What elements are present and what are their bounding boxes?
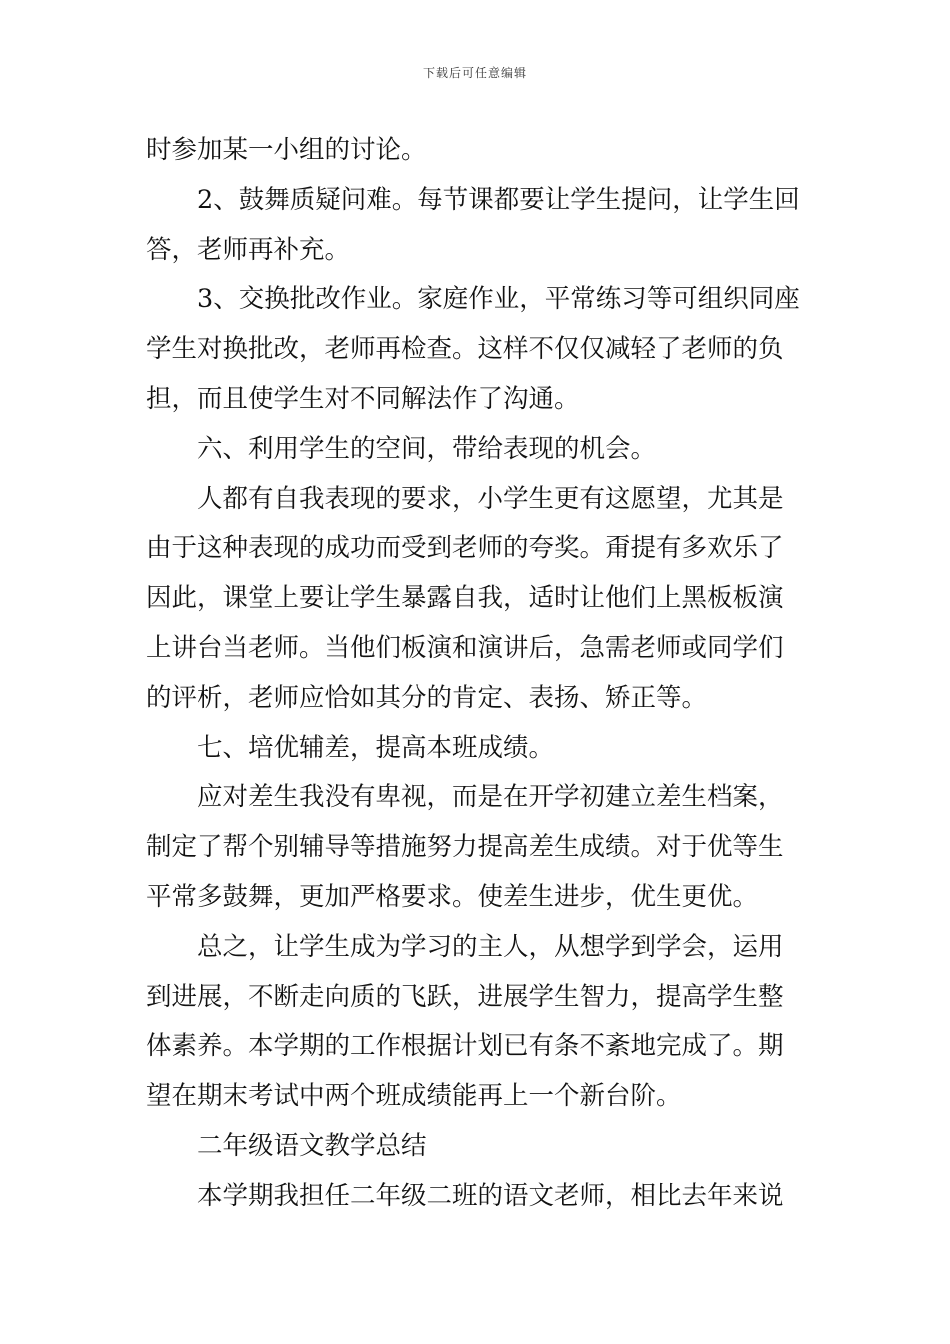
text-line: 由于这种表现的成功而受到老师的夸奖。甭提有多欢乐了: [146, 533, 784, 564]
page-header: 下载后可任意编辑: [422, 66, 527, 80]
text-line: 本学期我担任二年级二班的语文老师，相比去年来说: [197, 1180, 784, 1211]
text-line: 总之，让学生成为学习的主人，从想学到学会，运用: [197, 931, 784, 962]
text-line: 人都有自我表现的要求，小学生更有这愿望，尤其是: [197, 483, 784, 514]
text-line: 体素养。本学期的工作根据计划已有条不紊地完成了。期: [146, 1031, 784, 1062]
text-line: 2、鼓舞质疑问难。每节课都要让学生提问，让学生回: [197, 184, 800, 215]
text-line: 上讲台当老师。当他们板演和演讲后，急需老师或同学们: [146, 632, 784, 663]
section-heading: 六、利用学生的空间，带给表现的机会。: [197, 433, 657, 464]
text-line: 望在期末考试中两个班成绩能再上一个新台阶。: [146, 1081, 682, 1112]
section-heading: 七、培优辅差，提高本班成绩。: [197, 732, 555, 763]
text-line: 学生对换批改，老师再检查。这样不仅仅减轻了老师的负: [146, 334, 784, 365]
document-title: 二年级语文教学总结: [197, 1130, 427, 1161]
text-line: 制定了帮个别辅导等措施努力提高差生成绩。对于优等生: [146, 832, 784, 863]
text-line: 平常多鼓舞，更加严格要求。使差生进步，优生更优。: [146, 881, 759, 912]
text-line: 应对差生我没有卑视，而是在开学初建立差生档案，: [197, 782, 784, 813]
text-line: 担，而且使学生对不同解法作了沟通。: [146, 383, 580, 414]
text-line: 因此，课堂上要让学生暴露自我，适时让他们上黑板板演: [146, 583, 784, 614]
text-line: 3、交换批改作业。家庭作业，平常练习等可组织同座: [197, 284, 800, 315]
text-line: 答，老师再补充。: [146, 234, 351, 265]
text-line: 到进展，不断走向质的飞跃，进展学生智力，提高学生整: [146, 981, 784, 1012]
text-line: 时参加某一小组的讨论。: [146, 135, 427, 165]
document-body: [146, 126, 808, 1222]
text-line: 的评析，老师应恰如其分的肯定、表扬、矫正等。: [146, 682, 708, 713]
